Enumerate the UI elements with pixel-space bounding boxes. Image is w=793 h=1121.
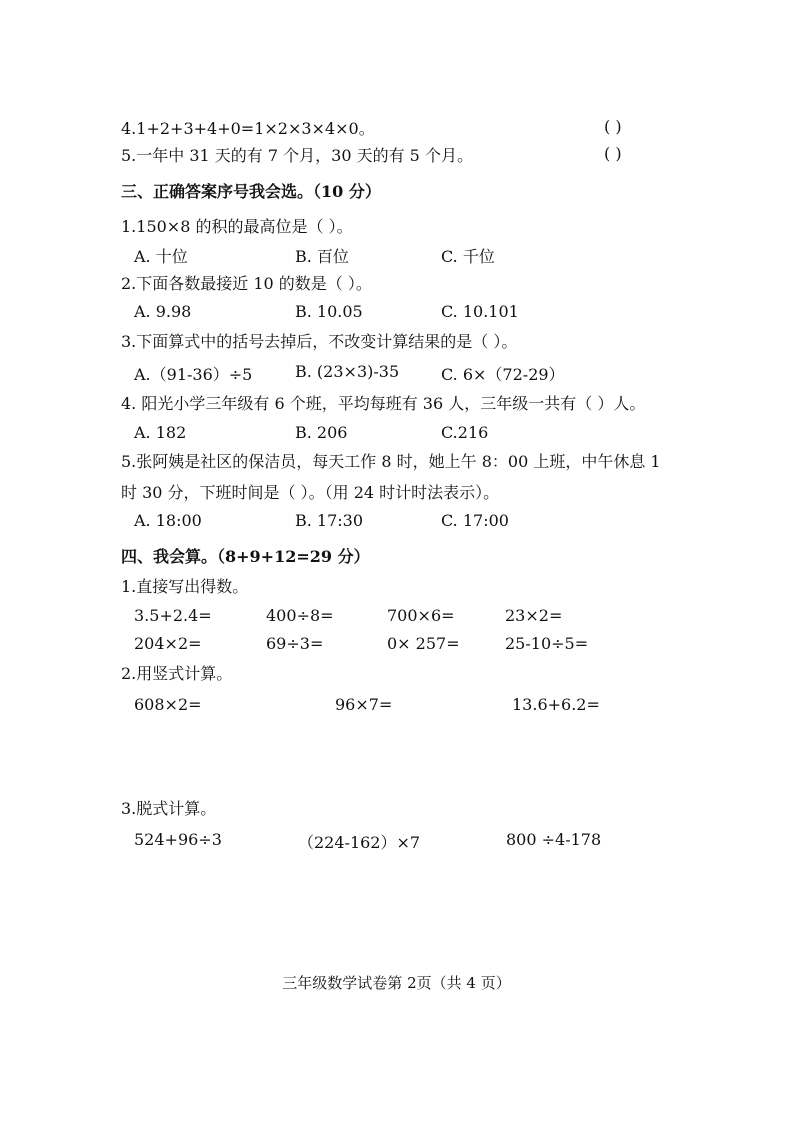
mc-question-3: 3.下面算式中的括号去掉后，不改变计算结果的是（ ）。 (121, 332, 518, 351)
oral-calc-item: 69÷3= (266, 634, 324, 653)
mc-q5-option-c[interactable]: C. 17:00 (441, 511, 509, 530)
oral-calc-item: 204×2= (134, 634, 202, 653)
mc-question-1: 1.150×8 的积的最高位是（ ）。 (121, 217, 353, 236)
oral-calc-item: 400÷8= (266, 606, 334, 625)
mc-q3-option-b[interactable]: B. (23×3)-35 (295, 362, 400, 381)
mc-q5-option-b[interactable]: B. 17:30 (295, 511, 364, 530)
mc-q4-option-b[interactable]: B. 206 (295, 423, 348, 442)
oral-calc-item: 23×2= (505, 606, 563, 625)
oral-calc-item: 25-10÷5= (505, 634, 589, 653)
mc-q4-option-c[interactable]: C.216 (441, 423, 489, 442)
mc-q2-option-b[interactable]: B. 10.05 (295, 302, 363, 321)
page-footer: 三年级数学试卷第 2页（共 4 页） (282, 974, 511, 992)
stepwise-calc-item: 524+96÷3 (134, 830, 222, 849)
mc-q2-option-a[interactable]: A. 9.98 (134, 302, 192, 321)
mc-q2-option-c[interactable]: C. 10.101 (441, 302, 519, 321)
vertical-calc-item: 96×7= (335, 695, 393, 714)
section3-heading: 三、正确答案序号我会选。（10 分） (121, 182, 381, 201)
mc-q3-option-a[interactable]: A.（91-36）÷5 (134, 365, 253, 384)
mc-question-2: 2.下面各数最接近 10 的数是（ ）。 (121, 274, 372, 293)
mc-q3-option-c[interactable]: C. 6×（72-29） (441, 365, 565, 384)
stepwise-calc-item: （224-162）×7 (298, 833, 421, 852)
section4-heading: 四、我会算。（8+9+12=29 分） (121, 547, 370, 566)
vertical-calc-item: 13.6+6.2= (512, 695, 600, 714)
mc-question-4: 4. 阳光小学三年级有 6 个班，平均每班有 36 人，三年级一共有（ ）人。 (121, 394, 646, 413)
judgment-question-4: 4.1+2+3+4+0=1×2×3×4×0。 (121, 119, 375, 138)
judgment-question-5: 5.一年中 31 天的有 7 个月，30 天的有 5 个月。 (121, 146, 473, 165)
mc-question-5-line1: 5.张阿姨是社区的保洁员，每天工作 8 时，她上午 8：00 上班，中午休息 1 (121, 452, 661, 471)
vertical-calc-item: 608×2= (134, 695, 202, 714)
mc-question-5-line2: 时 30 分，下班时间是（ ）。（用 24 时计时法表示）。 (121, 483, 500, 502)
oral-calc-item: 0× 257= (387, 634, 460, 653)
oral-calc-item: 3.5+2.4= (134, 606, 212, 625)
mc-q1-option-a[interactable]: A. 十位 (134, 247, 188, 266)
part1-title: 1.直接写出得数。 (121, 577, 249, 596)
mc-q1-option-c[interactable]: C. 千位 (441, 247, 495, 266)
mc-q1-option-b[interactable]: B. 百位 (295, 247, 349, 266)
answer-paren-4[interactable]: ( ) (604, 117, 622, 136)
mc-q5-option-a[interactable]: A. 18:00 (134, 511, 202, 530)
stepwise-calc-item: 800 ÷4-178 (506, 830, 602, 849)
part2-title: 2.用竖式计算。 (121, 664, 233, 683)
part3-title: 3.脱式计算。 (121, 799, 217, 818)
answer-paren-5[interactable]: ( ) (604, 144, 622, 163)
mc-q4-option-a[interactable]: A. 182 (134, 423, 187, 442)
oral-calc-item: 700×6= (387, 606, 455, 625)
